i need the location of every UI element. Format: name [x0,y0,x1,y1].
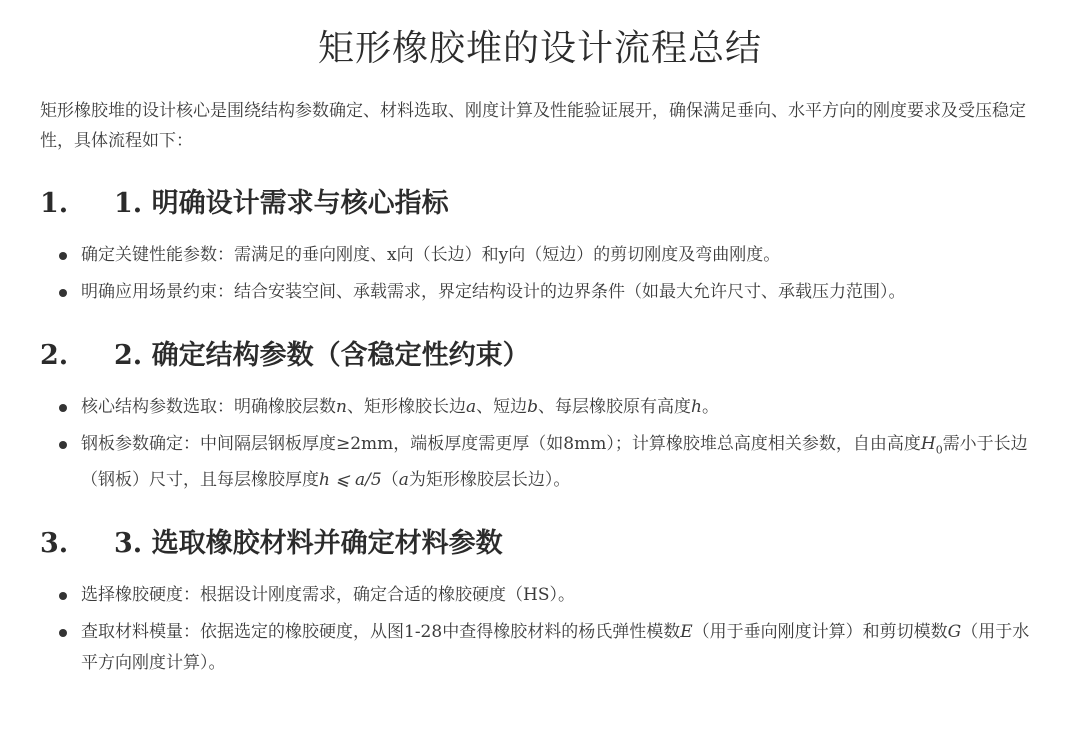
math-variable: G [947,622,962,643]
bullet-list-2 [40,392,1040,496]
section-number: 3. [40,528,69,560]
section-title: 2. 确定结构参数（含稳定性约束） [114,340,530,371]
math-variable: b [527,397,538,417]
math-variable: a [398,470,409,491]
bullet-icon [59,404,67,412]
bullet-list-1 [40,240,1040,308]
list-item-text: 、矩形橡胶长边 [346,397,466,417]
section-number: 2. [40,340,69,371]
list-item-text: （用于水平方向刚度计算）。 [81,622,1030,674]
list-item [40,240,1040,271]
bullet-icon [59,629,67,637]
list-item-text: 需小于长边（钢板）尺寸，且每层橡胶厚度 [81,434,1028,491]
section-heading-3 [40,524,1040,564]
math-expression: h ⩽ a/5 [319,470,382,491]
list-item [40,277,1040,308]
math-variable: h [690,397,702,417]
list-item-text: （ [381,470,399,491]
bullet-icon [59,592,67,600]
list-item-text: 、每层橡胶原有高度 [537,397,691,417]
bullet-icon [59,252,67,260]
bullet-icon [59,289,67,297]
math-variable: n [336,397,347,417]
list-item-text: （用于垂向刚度计算）和剪切模数 [692,622,948,643]
list-item [40,392,1040,423]
section-title: 1. 明确设计需求与核心指标 [114,188,449,219]
math-variable: a [465,397,477,417]
bullet-icon [59,441,67,449]
list-item-text: 选择橡胶硬度：根据设计刚度需求，确定合适的橡胶硬度（HS）。 [81,585,575,606]
list-item-text: 、短边 [476,397,528,417]
section-heading-2 [40,336,1040,376]
page-title: 矩形橡胶堆的设计流程总结 [317,28,762,69]
section-number: 1. [40,188,69,219]
list-item-text: 为矩形橡胶层长边）。 [408,470,571,491]
section-title: 3. 选取橡胶材料并确定材料参数 [114,528,503,560]
list-item-text: 。 [701,397,719,417]
list-item [40,617,1040,679]
list-item-text: 明确应用场景约束：结合安装空间、承载需求，界定结构设计的边界条件（如最大允许尺寸、承载压力范围）。 [81,282,906,302]
bullet-list-3 [40,580,1040,679]
list-item-text: 确定关键性能参数：需满足的垂向刚度、x向（长边）和y向（短边）的剪切刚度及弯曲刚度。 [81,245,781,265]
list-item-text: 核心结构参数选取：明确橡胶层数 [81,397,336,417]
list-item [40,429,1040,496]
intro-paragraph: 矩形橡胶堆的设计核心是围绕结构参数确定、材料选取、刚度计算及性能验证展开，确保满足垂向、水平方向的刚度要求及受压稳定性，具体流程如下： [40,101,1026,151]
list-item [40,580,1040,611]
section-heading-1 [40,184,1040,224]
list-item-text: 钢板参数确定：中间隔层钢板厚度≥2mm，端板厚度需更厚（如8mm）；计算橡胶堆总高度相关参数，自由高度 [81,434,921,454]
list-item-text: 查取材料模量：依据选定的橡胶硬度，从图1-28中查得橡胶材料的杨氏弹性模数 [81,622,681,643]
math-subscript: 0 [935,443,943,457]
math-variable: H [920,434,936,454]
math-variable: E [680,622,693,643]
